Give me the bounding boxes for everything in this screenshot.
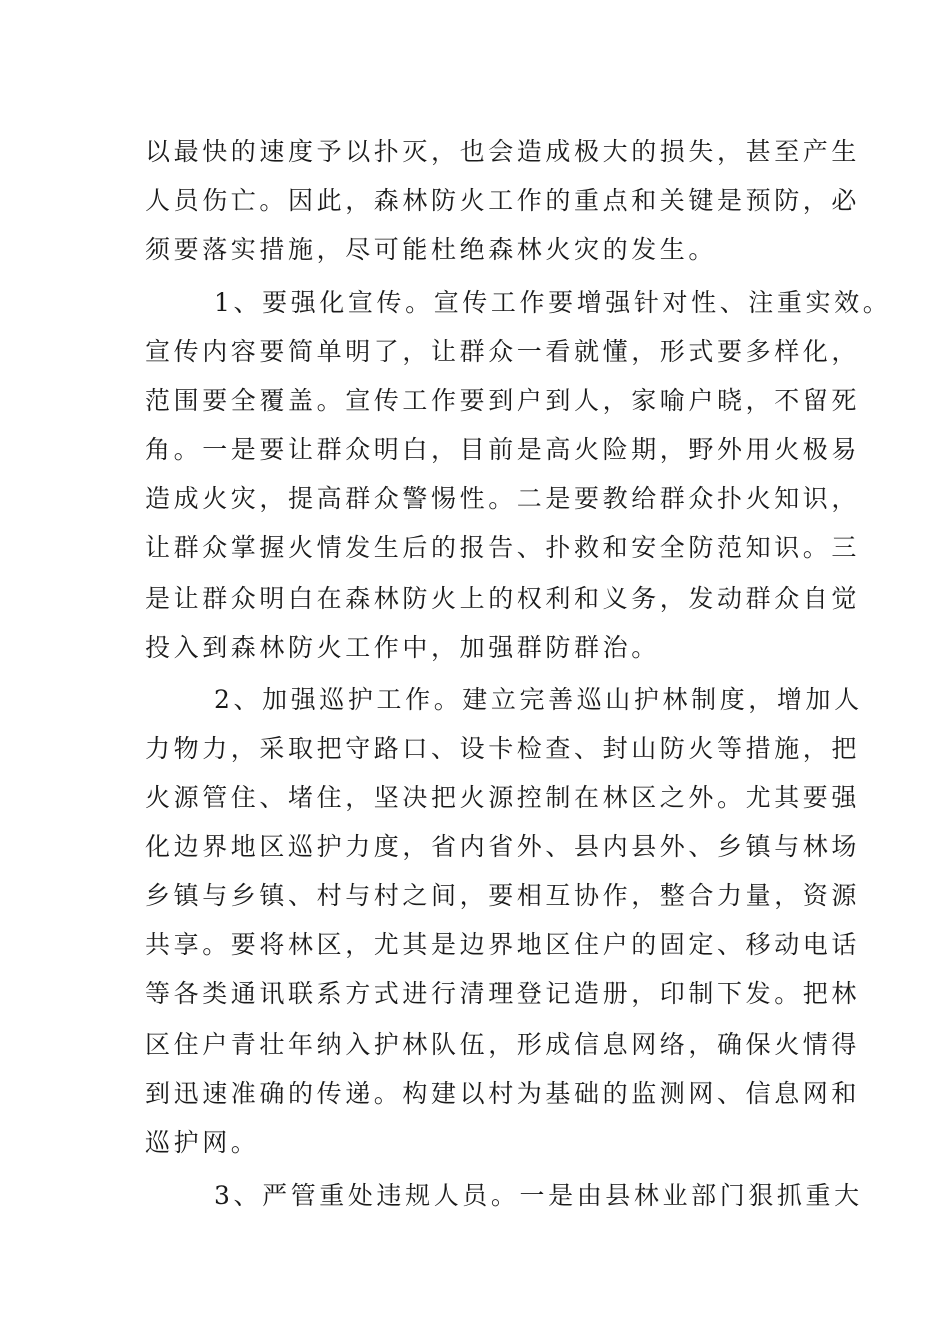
text-line: 让群众掌握火情发生后的报告、扑救和安全防范知识。三 [145,533,861,562]
paragraph-start-line: 3、严管重处违规人员。一是由县林业部门狠抓重大 [214,1181,863,1210]
text-line: 是让群众明白在森林防火上的权利和义务，发动群众自觉 [145,584,861,613]
text-line: 共享。要将林区，尤其是边界地区住户的固定、移动电话 [145,930,861,959]
paragraph-start-line: 2、加强巡护工作。建立完善巡山护林制度，增加人 [214,685,863,714]
text-line: 火源管住、堵住，坚决把火源控制在林区之外。尤其要强 [145,783,861,812]
text-line: 乡镇与乡镇、村与村之间，要相互协作，整合力量，资源 [145,881,861,910]
text-line: 投入到森林防火工作中，加强群防群治。 [145,633,660,662]
text-line: 以最快的速度予以扑灭，也会造成极大的损失，甚至产生 [145,137,861,166]
text-line: 区住户青壮年纳入护林队伍，形成信息网络，确保火情得 [145,1030,861,1059]
text-line: 宣传内容要简单明了，让群众一看就懂，形式要多样化， [145,337,861,366]
text-line: 造成火灾，提高群众警惕性。二是要教给群众扑火知识， [145,484,861,513]
text-line: 等各类通讯联系方式进行清理登记造册，印制下发。把林 [145,979,861,1008]
text-line: 到迅速准确的传递。构建以村为基础的监测网、信息网和 [145,1079,861,1108]
text-line: 角。一是要让群众明白，目前是高火险期，野外用火极易 [145,435,861,464]
paragraph-start-line: 1、要强化宣传。宣传工作要增强针对性、注重实效。 [214,288,892,317]
text-line: 范围要全覆盖。宣传工作要到户到人，家喻户晓，不留死 [145,386,861,415]
text-line: 须要落实措施，尽可能杜绝森林火灾的发生。 [145,235,718,264]
text-line: 巡护网。 [145,1128,260,1157]
text-line: 人员伤亡。因此，森林防火工作的重点和关键是预防，必 [145,186,861,215]
text-line: 力物力，采取把守路口、设卡检查、封山防火等措施，把 [145,734,861,763]
text-line: 化边界地区巡护力度，省内省外、县内县外、乡镇与林场 [145,832,861,861]
